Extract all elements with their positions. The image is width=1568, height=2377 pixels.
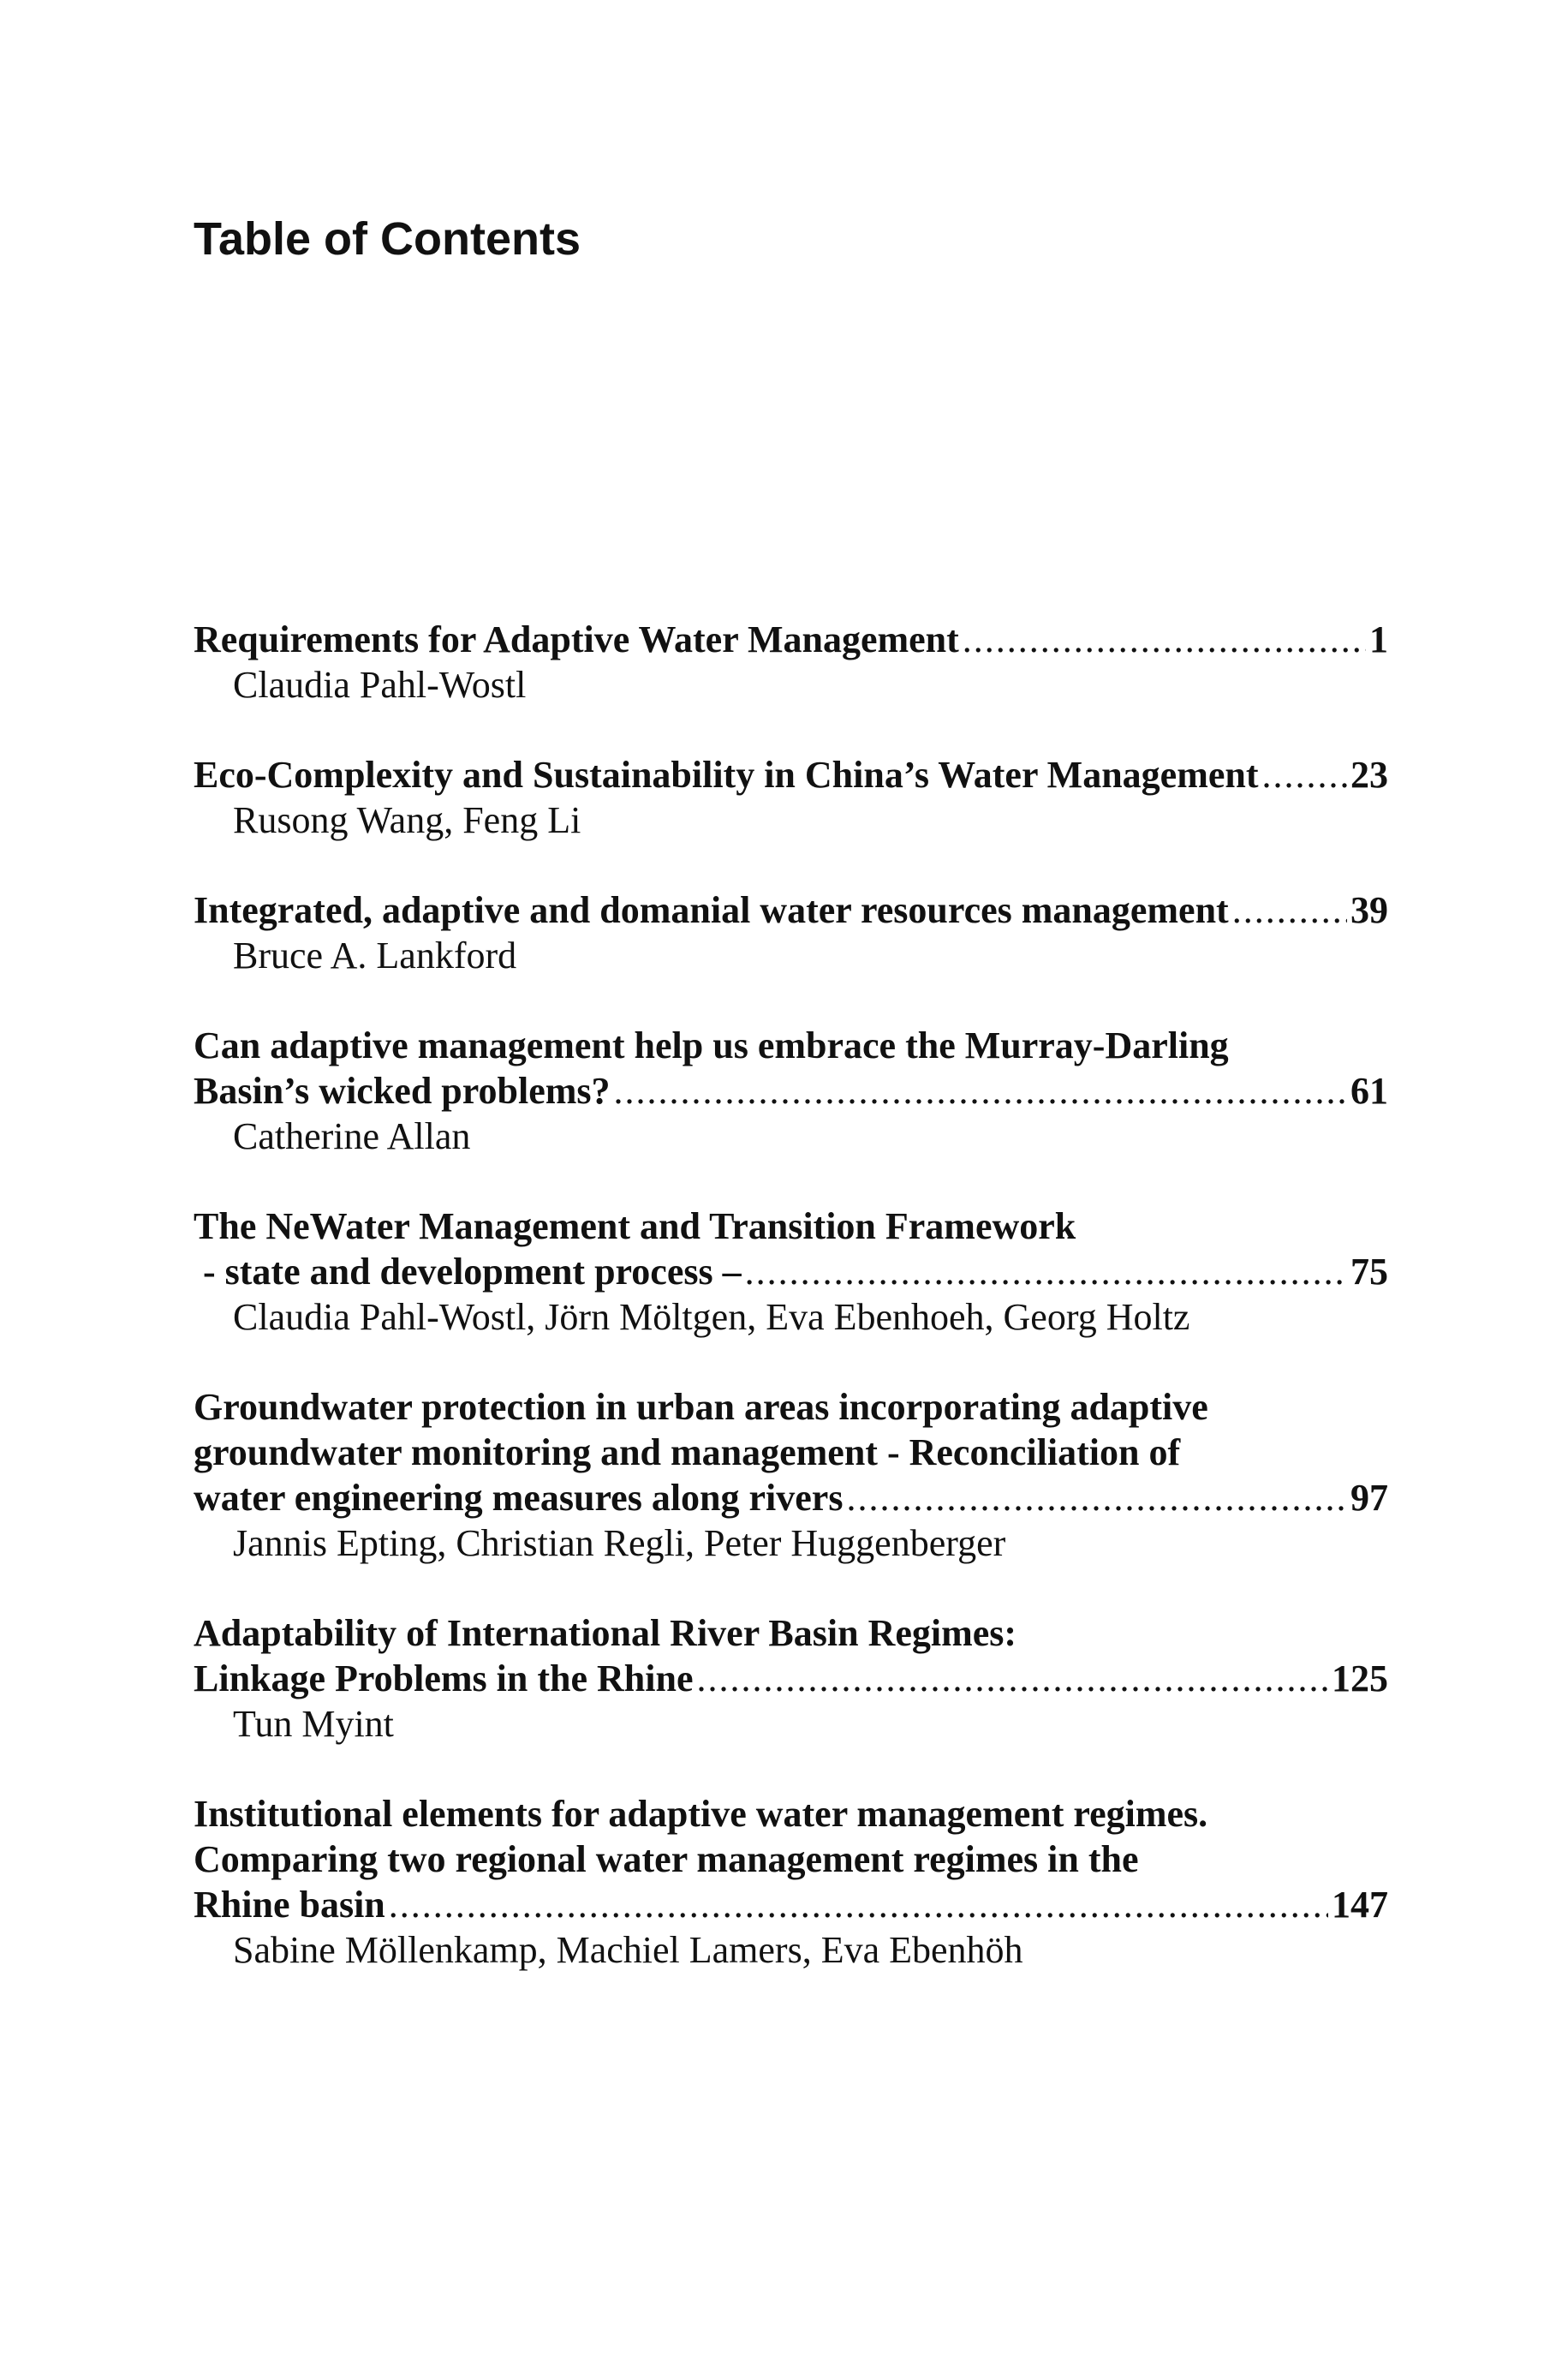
entry-authors: Claudia Pahl-Wostl, Jörn Möltgen, Eva Ebenhoeh, Georg Holtz bbox=[233, 1296, 1190, 1338]
entry-title: Rhine basin bbox=[194, 1884, 385, 1926]
dot-leader bbox=[389, 1882, 1328, 1927]
page-number: 39 bbox=[1350, 889, 1388, 931]
toc-entry[interactable] bbox=[194, 1791, 1388, 1973]
entry-authors: Bruce A. Lankford bbox=[233, 935, 517, 976]
dot-leader bbox=[1232, 887, 1347, 933]
entry-title: water engineering measures along rivers bbox=[194, 1477, 844, 1519]
toc-entry[interactable] bbox=[194, 1023, 1388, 1159]
dot-leader bbox=[696, 1656, 1328, 1701]
page-number: 1 bbox=[1369, 618, 1388, 660]
entry-title: Institutional elements for adaptive water management regimes. bbox=[194, 1793, 1208, 1835]
page-number: 61 bbox=[1350, 1070, 1388, 1112]
toc-list bbox=[194, 617, 1388, 2017]
page-number: 97 bbox=[1350, 1477, 1388, 1519]
page-number: 147 bbox=[1332, 1884, 1388, 1926]
entry-title: Eco-Complexity and Sustainability in China’s Water Management bbox=[194, 754, 1259, 796]
entry-title: Groundwater protection in urban areas incorporating adaptive bbox=[194, 1386, 1208, 1428]
dot-leader bbox=[614, 1068, 1347, 1114]
entry-authors: Rusong Wang, Feng Li bbox=[233, 799, 581, 841]
entry-title: The NeWater Management and Transition Framework bbox=[194, 1205, 1076, 1247]
dot-leader bbox=[745, 1249, 1347, 1294]
dot-leader bbox=[846, 1475, 1347, 1520]
toc-entry[interactable] bbox=[194, 887, 1388, 978]
toc-entry[interactable] bbox=[194, 617, 1388, 708]
page-number: 75 bbox=[1350, 1251, 1388, 1293]
dot-leader bbox=[1262, 752, 1347, 797]
entry-title: Adaptability of International River Basin Regimes: bbox=[194, 1612, 1017, 1654]
entry-authors: Claudia Pahl-Wostl bbox=[233, 664, 527, 706]
entry-title: Integrated, adaptive and domanial water resources management bbox=[194, 889, 1229, 931]
entry-title: groundwater monitoring and management - Reconciliation of bbox=[194, 1431, 1181, 1473]
entry-authors: Sabine Möllenkamp, Machiel Lamers, Eva Ebenhöh bbox=[233, 1929, 1023, 1971]
toc-entry[interactable] bbox=[194, 1384, 1388, 1566]
toc-entry[interactable] bbox=[194, 1203, 1388, 1340]
dot-leader bbox=[963, 617, 1366, 662]
entry-authors: Tun Myint bbox=[233, 1703, 394, 1745]
entry-title: Linkage Problems in the Rhine bbox=[194, 1657, 694, 1699]
toc-entry[interactable] bbox=[194, 752, 1388, 843]
entry-title: Requirements for Adaptive Water Management bbox=[194, 618, 959, 660]
entry-title: Can adaptive management help us embrace the Murray-Darling bbox=[194, 1024, 1229, 1066]
entry-title: Comparing two regional water management regimes in the bbox=[194, 1838, 1139, 1880]
page-number: 23 bbox=[1350, 754, 1388, 796]
toc-entry[interactable] bbox=[194, 1610, 1388, 1747]
page-number: 125 bbox=[1332, 1657, 1388, 1699]
entry-authors: Catherine Allan bbox=[233, 1115, 471, 1157]
entry-title: - state and development process – bbox=[194, 1251, 742, 1293]
entry-title: Basin’s wicked problems? bbox=[194, 1070, 611, 1112]
page-title: Table of Contents bbox=[194, 213, 581, 265]
entry-authors: Jannis Epting, Christian Regli, Peter Huggenberger bbox=[233, 1522, 1006, 1564]
